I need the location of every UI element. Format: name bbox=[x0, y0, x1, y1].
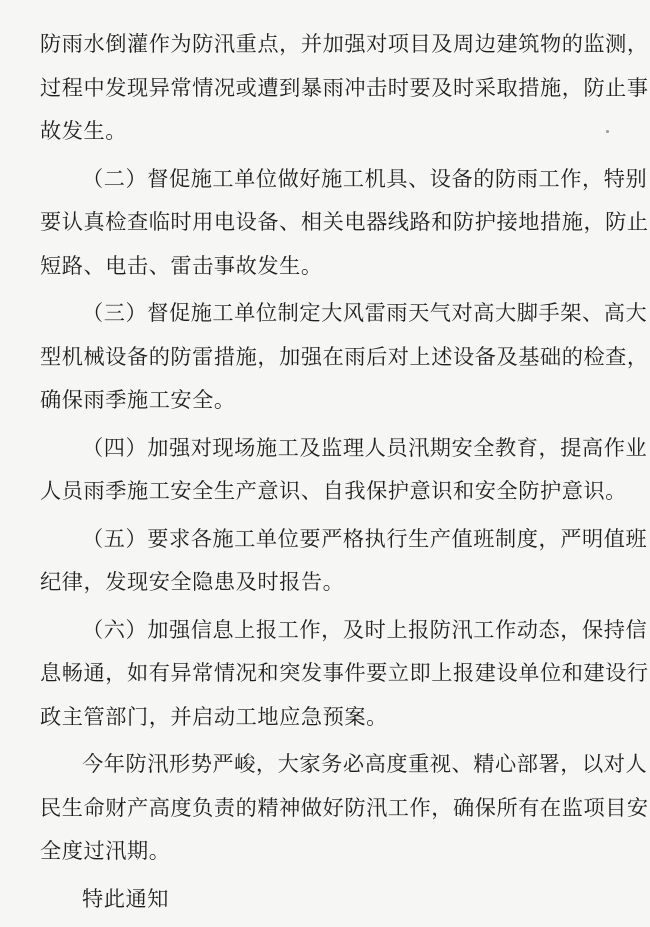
text-line: （二）督促施工单位做好施工机具、设备的防雨工作，特别 bbox=[82, 165, 648, 191]
text-line: 民生命财产高度负责的精神做好防汛工作，确保所有在监项目安 bbox=[40, 794, 649, 820]
text-line: 今年防汛形势严峻，大家务必高度重视、精心部署，以对人 bbox=[82, 751, 648, 776]
text-line: 政主管部门，并启动工地应急预案。 bbox=[40, 703, 388, 729]
text-line: 人员雨季施工安全生产意识、自我保护意识和安全防护意识。 bbox=[40, 478, 627, 503]
text-line: （四）加强对现场施工及监理人员汛期安全教育，提高作业 bbox=[82, 434, 648, 460]
text-line: 短路、电击、雷击事故发生。 bbox=[40, 252, 323, 278]
text-line: （六）加强信息上报工作，及时上报防汛工作动态，保持信 bbox=[82, 616, 648, 642]
paragraph-item-2 bbox=[40, 157, 649, 288]
text-line: 全度过汛期。 bbox=[40, 838, 171, 863]
text-line: 型机械设备的防雷措施，加强在雨后对上述设备及基础的检查， bbox=[40, 343, 649, 369]
text-line: 确保雨季施工安全。 bbox=[40, 387, 236, 412]
paragraph-conclusion bbox=[40, 742, 649, 873]
closing-notice: 特此通知 bbox=[82, 885, 169, 911]
text-line: 过程中发现异常情况或遭到暴雨冲击时要及时采取措施，防止事 bbox=[40, 74, 649, 100]
text-line: 故发生。 bbox=[40, 118, 127, 143]
paragraph-item-4 bbox=[40, 426, 648, 513]
paragraph-item-3 bbox=[40, 291, 649, 422]
text-line: 纪律，发现安全隐患及时报告。 bbox=[40, 569, 345, 594]
paragraph-item-6 bbox=[40, 608, 649, 739]
text-line: 防雨水倒灌作为防汛重点，并加强对项目及周边建筑物的监测， bbox=[40, 31, 649, 56]
text-line: 要认真检查临时用电设备、相关电器线路和防护接地措施，防止 bbox=[40, 209, 649, 234]
paragraph-item-5 bbox=[40, 517, 648, 604]
text-line: 息畅通，如有异常情况和突发事件要立即上报建设单位和建设行 bbox=[40, 660, 649, 685]
text-line: （五）要求各施工单位要严格执行生产值班制度，严明值班 bbox=[82, 525, 648, 551]
text-line: （三）督促施工单位制定大风雷雨天气对高大脚手架、高大 bbox=[82, 300, 648, 325]
scan-speck bbox=[606, 130, 609, 133]
paragraph-flood-monitoring bbox=[40, 22, 649, 153]
